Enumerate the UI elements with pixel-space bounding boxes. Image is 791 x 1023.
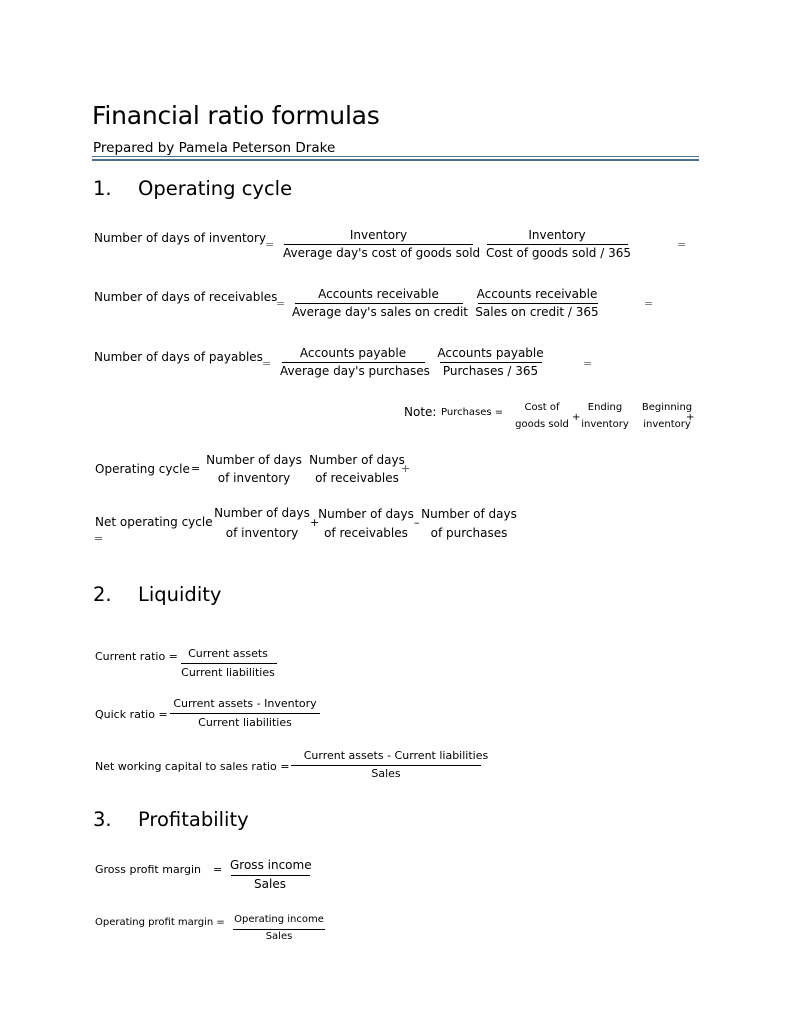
fraction-denominator: Average day's purchases	[280, 364, 430, 378]
formula-label: Number of days of inventory	[94, 231, 267, 245]
note-label: Note:	[404, 405, 437, 419]
fraction-bar	[487, 244, 628, 245]
fraction-bar	[233, 929, 325, 930]
equals-sign: =	[191, 462, 201, 475]
fraction-denominator: Purchases / 365	[442, 364, 539, 378]
document-subtitle: Prepared by Pamela Peterson Drake	[93, 140, 336, 156]
fraction-numerator: Inventory	[349, 228, 408, 242]
fraction-denominator: Sales on credit / 365	[475, 305, 599, 319]
note-term: Beginning	[641, 402, 693, 413]
title-rule-bottom	[92, 159, 699, 161]
fraction-bar	[231, 875, 310, 876]
section-heading: Profitability	[138, 808, 249, 831]
equals-sign: =	[276, 297, 286, 310]
fraction-numerator: Accounts payable	[437, 346, 544, 360]
title-rule-top	[92, 156, 699, 157]
term-line-1: Number of days	[318, 507, 414, 521]
note-term: Ending	[587, 402, 623, 413]
equals-sign: =	[265, 238, 275, 251]
section-number: 2.	[93, 583, 112, 606]
fraction-bar	[291, 765, 481, 766]
equals-sign: =	[94, 532, 104, 545]
formula-label: Net working capital to sales ratio =	[95, 760, 290, 773]
fraction-bar	[440, 362, 542, 363]
fraction-denominator: Cost of goods sold / 365	[486, 246, 631, 260]
equals-sign: =	[644, 297, 654, 310]
fraction-numerator: Current assets	[188, 647, 268, 660]
plus-sign: +	[310, 516, 320, 529]
formula-label: Number of days of payables	[94, 350, 263, 364]
fraction-denominator: Sales	[254, 877, 286, 891]
fraction-bar	[284, 244, 473, 245]
equals-sign: =	[262, 357, 272, 370]
term-line-2: of receivables	[315, 471, 399, 485]
fraction-bar	[181, 663, 277, 664]
fraction-numerator: Operating income	[234, 914, 324, 925]
term-line-1: Number of days	[214, 506, 310, 520]
formula-label: Net operating cycle	[95, 515, 213, 529]
term-line-2: of inventory	[217, 471, 291, 485]
fraction-denominator: Current liabilities	[181, 666, 275, 679]
fraction-bar	[295, 303, 463, 304]
term-line-2: of inventory	[225, 526, 299, 540]
note-purchases-label: Purchases =	[441, 407, 504, 418]
fraction-denominator: Average day's sales on credit	[292, 305, 468, 319]
fraction-numerator: Accounts receivable	[476, 287, 598, 301]
fraction-bar	[282, 362, 425, 363]
fraction-numerator: Gross income	[230, 858, 312, 872]
term-line-1: Number of days	[421, 507, 517, 521]
fraction-bar	[170, 713, 320, 714]
fraction-numerator: Current assets - Inventory	[173, 697, 317, 710]
fraction-numerator: Accounts payable	[299, 346, 407, 360]
fraction-denominator: Current liabilities	[198, 716, 292, 729]
fraction-bar	[478, 303, 598, 304]
fraction-numerator: Inventory	[528, 228, 586, 242]
document-title: Financial ratio formulas	[92, 101, 380, 130]
fraction-numerator: Current assets - Current liabilities	[303, 749, 489, 762]
equals-sign: =	[583, 357, 593, 370]
formula-label: Number of days of receivables	[94, 290, 278, 304]
term-line-2: of receivables	[324, 526, 408, 540]
minus-sign: –	[414, 516, 420, 529]
formula-label: Quick ratio =	[95, 708, 168, 721]
section-number: 1.	[93, 177, 112, 200]
plus-sign: +	[572, 412, 581, 423]
section-heading: Liquidity	[138, 583, 222, 606]
fraction-denominator: Sales	[371, 767, 401, 780]
formula-label: Operating profit margin =	[95, 917, 225, 928]
formula-label: Gross profit margin	[95, 863, 202, 876]
section-number: 3.	[93, 808, 112, 831]
plus-sign: +	[401, 462, 411, 475]
formula-label: Operating cycle	[95, 462, 190, 476]
fraction-denominator: Sales	[265, 931, 293, 942]
note-term: goods sold	[515, 419, 569, 430]
term-line-1: Number of days	[309, 453, 405, 467]
note-term: inventory	[643, 419, 691, 430]
note-term: inventory	[581, 419, 629, 430]
term-line-2: of purchases	[430, 526, 508, 540]
equals-sign: =	[213, 863, 223, 876]
note-term: Cost of	[524, 402, 560, 413]
fraction-denominator: Average day's cost of goods sold	[283, 246, 481, 260]
fraction-numerator: Accounts receivable	[318, 287, 439, 301]
section-heading: Operating cycle	[138, 177, 293, 200]
formula-label: Current ratio =	[95, 650, 178, 663]
equals-sign: =	[677, 238, 687, 251]
term-line-1: Number of days	[206, 453, 302, 467]
plus-sign: +	[686, 412, 695, 423]
